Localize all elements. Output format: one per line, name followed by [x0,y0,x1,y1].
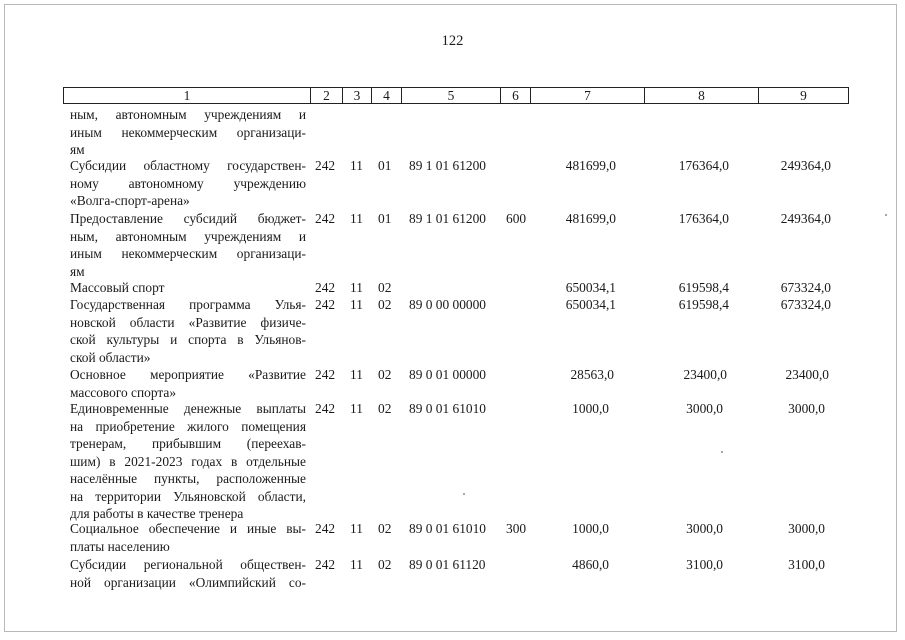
cell-c9: 3000,0 [788,521,825,536]
name-line: Субсидии областному государствен- [70,158,306,173]
table-row-name [70,210,306,280]
cell-c3: 11 [350,521,363,536]
cell-c2: 242 [315,557,336,572]
name-line: иным некоммерческим организаци- [70,124,306,140]
header-col-7: 7 [530,87,644,104]
cell-c4: 02 [378,280,392,295]
cell-c9: 3000,0 [788,401,825,416]
cell-c9: 673324,0 [780,297,831,312]
name-line: Основное мероприятие «Развитие [70,367,306,382]
name-line: Субсидии региональной обществен- [70,557,306,572]
cell-c6: 600 [506,211,527,226]
table-row-name [70,520,306,555]
header-col-6: 6 [500,87,530,104]
name-line: массового спорта» [70,384,177,400]
header-col-4: 4 [371,87,401,104]
cell-c3: 11 [350,367,363,382]
name-line: населённые пункты, расположенные [70,471,306,486]
cell-c2: 242 [315,401,336,416]
cell-c2: 242 [315,297,336,312]
cell-c6: 300 [506,521,527,536]
cell-c4: 01 [378,211,392,226]
cell-c2: 242 [315,280,336,295]
name-line: ям [70,263,85,279]
table-row-name [70,279,306,297]
table-row-name [70,400,306,523]
cell-c5: 89 0 01 61120 [409,557,486,572]
table-row-name [70,106,306,159]
cell-c2: 242 [315,367,336,382]
name-line: «Волга-спорт-арена» [70,193,190,208]
cell-c3: 11 [350,401,363,416]
cell-c8: 619598,4 [678,280,729,295]
header-col-3: 3 [342,87,371,104]
cell-c4: 02 [378,401,392,416]
table-row-name [70,157,306,210]
name-line: Предоставление субсидий бюджет- [70,211,306,226]
header-col-5: 5 [401,87,500,104]
cell-c5: 89 0 00 00000 [409,297,486,312]
header-col-9: 9 [758,87,849,104]
cell-c7: 1000,0 [572,521,609,536]
cell-c2: 242 [315,211,336,226]
name-line: новской области «Развитие физиче- [70,314,306,330]
name-line: Государственная программа Улья- [70,297,306,312]
cell-c9: 249364,0 [780,211,831,226]
name-line: ской области» [70,349,151,365]
cell-c7: 4860,0 [572,557,609,572]
name-line: Массовый спорт [70,280,165,295]
cell-c5: 89 1 01 61200 [409,211,486,226]
cell-c4: 01 [378,158,392,173]
cell-c7: 28563,0 [570,367,614,382]
name-line: шим) в 2021-2023 годах в отдельные [70,453,306,469]
table-row-name [70,366,306,401]
cell-c3: 11 [350,158,363,173]
cell-c2: 242 [315,521,336,536]
name-line: тренерам, прибывшим (переехав- [70,436,306,451]
name-line: ской культуры и спорта в Ульянов- [70,332,306,347]
cell-c8: 23400,0 [683,367,727,382]
cell-c8: 3000,0 [686,521,723,536]
name-line: платы населению [70,538,170,554]
table-row-name [70,556,306,591]
cell-c7: 1000,0 [572,401,609,416]
scan-speck [721,451,723,453]
cell-c4: 02 [378,297,392,312]
cell-c5: 89 0 01 61010 [409,401,486,416]
cell-c5: 89 1 01 61200 [409,158,486,173]
cell-c8: 176364,0 [678,211,729,226]
header-col-8: 8 [644,87,758,104]
name-line: ным, автономным учреждениям и [70,107,306,122]
cell-c8: 176364,0 [678,158,729,173]
cell-c7: 481699,0 [565,211,616,226]
name-line: Социальное обеспечение и иные вы- [70,521,306,536]
cell-c9: 3100,0 [788,557,825,572]
cell-c3: 11 [350,297,363,312]
scan-speck [463,493,465,495]
name-line: на территории Ульяновской области, [70,488,306,504]
cell-c2: 242 [315,158,336,173]
name-line: на приобретение жилого помещения [70,418,306,434]
cell-c7: 650034,1 [565,280,616,295]
cell-c5: 89 0 01 00000 [409,367,486,382]
name-line: для работы в качестве тренера [70,506,244,521]
table-row-name [70,296,306,366]
name-line: Единовременные денежные выплаты [70,401,306,416]
cell-c5: 89 0 01 61010 [409,521,486,536]
cell-c7: 481699,0 [565,158,616,173]
name-line: ям [70,142,85,157]
cell-c7: 650034,1 [565,297,616,312]
cell-c4: 02 [378,521,392,536]
cell-c9: 249364,0 [780,158,831,173]
cell-c3: 11 [350,211,363,226]
cell-c8: 3000,0 [686,401,723,416]
header-col-1: 1 [63,87,310,104]
cell-c4: 02 [378,367,392,382]
cell-c8: 3100,0 [686,557,723,572]
cell-c8: 619598,4 [678,297,729,312]
header-col-2: 2 [310,87,342,104]
cell-c3: 11 [350,557,363,572]
cell-c9: 23400,0 [785,367,829,382]
name-line: ной организации «Олимпийский со- [70,574,306,590]
scan-speck [885,214,887,216]
cell-c9: 673324,0 [780,280,831,295]
cell-c4: 02 [378,557,392,572]
name-line: ным, автономным учреждениям и [70,228,306,244]
page-number: 122 [441,33,464,49]
cell-c3: 11 [350,280,363,295]
name-line: ному автономному учреждению [70,175,306,191]
name-line: иным некоммерческим организаци- [70,246,306,261]
